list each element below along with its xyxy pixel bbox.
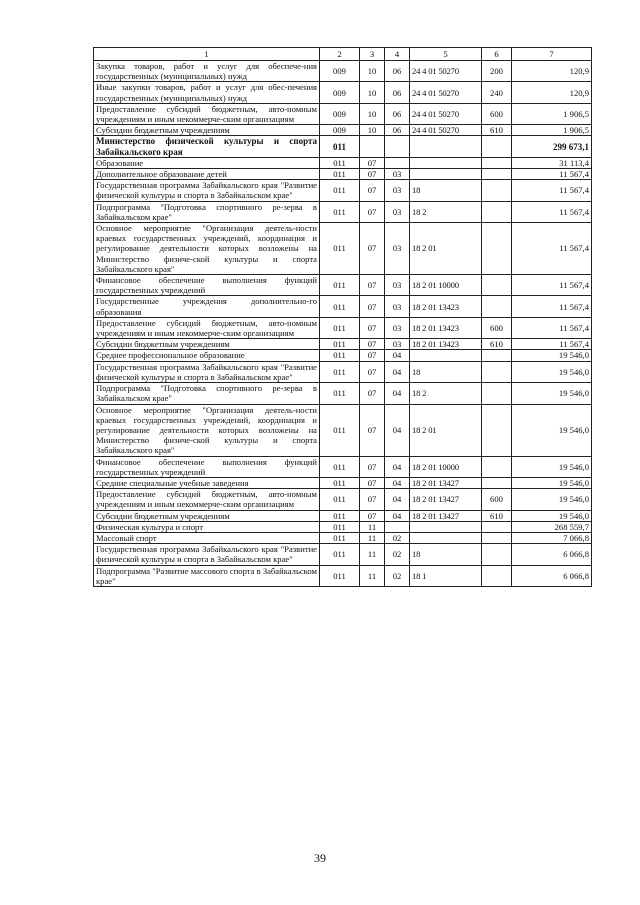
row-name-cell: Среднее профессиональное образование bbox=[94, 350, 320, 361]
table-row bbox=[94, 103, 592, 124]
row-amount-cell: 120,9 bbox=[512, 82, 592, 103]
page-number: 39 bbox=[314, 851, 326, 865]
row-section-cell: 10 bbox=[360, 61, 385, 82]
table-row bbox=[94, 477, 592, 488]
table-row bbox=[94, 544, 592, 565]
header-cell: 7 bbox=[512, 48, 592, 61]
row-subsection-cell: 04 bbox=[385, 404, 410, 456]
row-expense-type-cell bbox=[482, 456, 512, 477]
row-subsection-cell bbox=[385, 157, 410, 168]
row-ved-cell: 011 bbox=[320, 404, 360, 456]
row-target-article-cell: 18 2 01 13423 bbox=[410, 317, 482, 338]
table-row bbox=[94, 532, 592, 543]
row-amount-cell: 11 567,4 bbox=[512, 201, 592, 222]
row-subsection-cell: 02 bbox=[385, 532, 410, 543]
row-target-article-cell: 18 bbox=[410, 544, 482, 565]
row-amount-cell: 19 546,0 bbox=[512, 383, 592, 404]
row-section-cell: 11 bbox=[360, 532, 385, 543]
row-expense-type-cell bbox=[482, 169, 512, 180]
row-expense-type-cell bbox=[482, 532, 512, 543]
row-target-article-cell bbox=[410, 157, 482, 168]
row-subsection-cell bbox=[385, 136, 410, 157]
table-row bbox=[94, 361, 592, 382]
table-row bbox=[94, 456, 592, 477]
row-subsection-cell: 04 bbox=[385, 350, 410, 361]
row-ved-cell: 011 bbox=[320, 477, 360, 488]
row-ved-cell: 011 bbox=[320, 180, 360, 201]
row-section-cell: 11 bbox=[360, 521, 385, 532]
row-section-cell: 07 bbox=[360, 201, 385, 222]
row-expense-type-cell bbox=[482, 383, 512, 404]
table-row bbox=[94, 317, 592, 338]
row-expense-type-cell: 200 bbox=[482, 61, 512, 82]
table-row bbox=[94, 157, 592, 168]
table-row bbox=[94, 61, 592, 82]
row-subsection-cell: 04 bbox=[385, 489, 410, 510]
row-expense-type-cell bbox=[482, 275, 512, 296]
row-ved-cell: 011 bbox=[320, 510, 360, 521]
row-target-article-cell: 18 2 01 13427 bbox=[410, 489, 482, 510]
row-target-article-cell: 18 bbox=[410, 180, 482, 201]
row-section-cell: 07 bbox=[360, 157, 385, 168]
row-amount-cell: 6 066,8 bbox=[512, 565, 592, 586]
row-target-article-cell: 18 2 01 bbox=[410, 404, 482, 456]
row-target-article-cell: 24 4 01 50270 bbox=[410, 82, 482, 103]
row-subsection-cell: 03 bbox=[385, 317, 410, 338]
row-subsection-cell: 06 bbox=[385, 61, 410, 82]
row-name-cell: Средние специальные учебные заведения bbox=[94, 477, 320, 488]
table-row bbox=[94, 339, 592, 350]
row-amount-cell: 11 567,4 bbox=[512, 339, 592, 350]
row-amount-cell: 11 567,4 bbox=[512, 180, 592, 201]
row-subsection-cell: 04 bbox=[385, 456, 410, 477]
row-name-cell: Субсидии бюджетным учреждениям bbox=[94, 510, 320, 521]
row-name-cell: Предоставление субсидий бюджетным, авто-номным учреждениям и иным некоммерче-ским организациям bbox=[94, 489, 320, 510]
row-target-article-cell: 18 2 bbox=[410, 383, 482, 404]
row-section-cell: 07 bbox=[360, 404, 385, 456]
table-row bbox=[94, 510, 592, 521]
row-ved-cell: 011 bbox=[320, 565, 360, 586]
row-ved-cell: 011 bbox=[320, 521, 360, 532]
table-row bbox=[94, 82, 592, 103]
table-row bbox=[94, 521, 592, 532]
row-name-cell: Финансовое обеспечение выполнения функций государственных учреждений bbox=[94, 456, 320, 477]
row-subsection-cell: 06 bbox=[385, 103, 410, 124]
table-row bbox=[94, 275, 592, 296]
row-target-article-cell: 18 2 01 bbox=[410, 223, 482, 275]
row-name-cell: Государственная программа Забайкальского края "Развитие физической культуры и спорта в Забайкальском крае" bbox=[94, 544, 320, 565]
table-row bbox=[94, 489, 592, 510]
row-section-cell: 07 bbox=[360, 180, 385, 201]
row-name-cell: Подпрограмма "Подготовка спортивного ре-зерва в Забайкальском крае" bbox=[94, 383, 320, 404]
row-expense-type-cell bbox=[482, 350, 512, 361]
row-ved-cell: 011 bbox=[320, 361, 360, 382]
row-name-cell: Государственные учреждения дополнительно-го образования bbox=[94, 296, 320, 317]
row-subsection-cell: 04 bbox=[385, 510, 410, 521]
header-cell: 6 bbox=[482, 48, 512, 61]
row-ved-cell: 011 bbox=[320, 169, 360, 180]
table-row bbox=[94, 223, 592, 275]
row-ved-cell: 011 bbox=[320, 223, 360, 275]
row-section-cell bbox=[360, 136, 385, 157]
row-amount-cell: 19 546,0 bbox=[512, 489, 592, 510]
row-ved-cell: 011 bbox=[320, 136, 360, 157]
row-name-cell: Субсидии бюджетным учреждениям bbox=[94, 125, 320, 136]
row-target-article-cell bbox=[410, 521, 482, 532]
row-section-cell: 07 bbox=[360, 489, 385, 510]
row-name-cell: Массовый спорт bbox=[94, 532, 320, 543]
table-row bbox=[94, 136, 592, 157]
row-expense-type-cell bbox=[482, 223, 512, 275]
row-expense-type-cell: 600 bbox=[482, 489, 512, 510]
row-expense-type-cell: 610 bbox=[482, 510, 512, 521]
row-section-cell: 11 bbox=[360, 565, 385, 586]
table-row bbox=[94, 404, 592, 456]
row-amount-cell: 7 066,8 bbox=[512, 532, 592, 543]
row-amount-cell: 11 567,4 bbox=[512, 169, 592, 180]
row-name-cell: Государственная программа Забайкальского края "Развитие физической культуры и спорта в Забайкальском крае" bbox=[94, 180, 320, 201]
row-ved-cell: 011 bbox=[320, 296, 360, 317]
header-cell: 2 bbox=[320, 48, 360, 61]
row-section-cell: 07 bbox=[360, 350, 385, 361]
row-amount-cell: 120,9 bbox=[512, 61, 592, 82]
row-name-cell: Основное мероприятие "Организация деятель-ности краевых государственных учреждений, координация и регулирование деятельности которых возложены на Министерство физиче-ской культуры и спорта Забайкальского края" bbox=[94, 223, 320, 275]
row-name-cell: Иные закупки товаров, работ и услуг для обес-печения государственных (муниципальных) нужд bbox=[94, 82, 320, 103]
row-subsection-cell: 03 bbox=[385, 296, 410, 317]
row-amount-cell: 11 567,4 bbox=[512, 275, 592, 296]
row-section-cell: 07 bbox=[360, 510, 385, 521]
header-cell: 1 bbox=[94, 48, 320, 61]
row-target-article-cell: 18 2 01 13423 bbox=[410, 339, 482, 350]
header-cell: 5 bbox=[410, 48, 482, 61]
row-expense-type-cell bbox=[482, 361, 512, 382]
row-expense-type-cell: 610 bbox=[482, 339, 512, 350]
row-expense-type-cell: 600 bbox=[482, 103, 512, 124]
row-amount-cell: 19 546,0 bbox=[512, 404, 592, 456]
row-section-cell: 07 bbox=[360, 339, 385, 350]
table-row bbox=[94, 296, 592, 317]
row-section-cell: 07 bbox=[360, 317, 385, 338]
row-ved-cell: 011 bbox=[320, 456, 360, 477]
row-expense-type-cell bbox=[482, 136, 512, 157]
row-amount-cell: 6 066,8 bbox=[512, 544, 592, 565]
row-expense-type-cell: 610 bbox=[482, 125, 512, 136]
row-subsection-cell: 04 bbox=[385, 477, 410, 488]
table-row bbox=[94, 383, 592, 404]
row-section-cell: 07 bbox=[360, 223, 385, 275]
table-row bbox=[94, 169, 592, 180]
row-amount-cell: 31 113,4 bbox=[512, 157, 592, 168]
row-section-cell: 07 bbox=[360, 456, 385, 477]
row-section-cell: 07 bbox=[360, 169, 385, 180]
table-row bbox=[94, 565, 592, 586]
row-ved-cell: 011 bbox=[320, 350, 360, 361]
row-ved-cell: 011 bbox=[320, 157, 360, 168]
row-ved-cell: 011 bbox=[320, 383, 360, 404]
row-section-cell: 07 bbox=[360, 296, 385, 317]
row-section-cell: 10 bbox=[360, 82, 385, 103]
row-expense-type-cell: 240 bbox=[482, 82, 512, 103]
row-expense-type-cell bbox=[482, 201, 512, 222]
row-subsection-cell bbox=[385, 521, 410, 532]
row-target-article-cell: 18 2 bbox=[410, 201, 482, 222]
row-expense-type-cell: 600 bbox=[482, 317, 512, 338]
row-expense-type-cell bbox=[482, 544, 512, 565]
row-name-cell: Субсидии бюджетным учреждениям bbox=[94, 339, 320, 350]
row-ved-cell: 011 bbox=[320, 544, 360, 565]
row-name-cell: Закупка товаров, работ и услуг для обеспече-ния государственных (муниципальных) нужд bbox=[94, 61, 320, 82]
row-name-cell: Предоставление субсидий бюджетным, авто-номным учреждениям и иным некоммерче-ским организациям bbox=[94, 103, 320, 124]
row-expense-type-cell bbox=[482, 404, 512, 456]
row-target-article-cell bbox=[410, 169, 482, 180]
row-subsection-cell: 06 bbox=[385, 125, 410, 136]
row-amount-cell: 11 567,4 bbox=[512, 296, 592, 317]
header-cell: 4 bbox=[385, 48, 410, 61]
row-subsection-cell: 02 bbox=[385, 565, 410, 586]
row-ved-cell: 011 bbox=[320, 275, 360, 296]
row-expense-type-cell bbox=[482, 565, 512, 586]
row-section-cell: 11 bbox=[360, 544, 385, 565]
row-section-cell: 07 bbox=[360, 477, 385, 488]
row-expense-type-cell bbox=[482, 477, 512, 488]
row-section-cell: 07 bbox=[360, 383, 385, 404]
row-subsection-cell: 06 bbox=[385, 82, 410, 103]
row-name-cell: Подпрограмма "Развитие массового спорта в Забайкальском крае" bbox=[94, 565, 320, 586]
table-header-row bbox=[94, 48, 592, 61]
row-ved-cell: 011 bbox=[320, 339, 360, 350]
row-target-article-cell: 18 2 01 13423 bbox=[410, 296, 482, 317]
row-expense-type-cell bbox=[482, 157, 512, 168]
row-target-article-cell bbox=[410, 136, 482, 157]
row-amount-cell: 268 559,7 bbox=[512, 521, 592, 532]
row-target-article-cell bbox=[410, 532, 482, 543]
row-ved-cell: 011 bbox=[320, 532, 360, 543]
row-amount-cell: 11 567,4 bbox=[512, 317, 592, 338]
row-ved-cell: 009 bbox=[320, 61, 360, 82]
row-target-article-cell: 18 2 01 10000 bbox=[410, 275, 482, 296]
row-name-cell: Основное мероприятие "Организация деятель-ности краевых государственных учреждений, координация и регулирование деятельности которых возложены на Министерство физиче-ской культуры и спорта Забайкальского края" bbox=[94, 404, 320, 456]
header-cell: 3 bbox=[360, 48, 385, 61]
row-ved-cell: 009 bbox=[320, 103, 360, 124]
row-subsection-cell: 03 bbox=[385, 169, 410, 180]
row-amount-cell: 1 906,5 bbox=[512, 125, 592, 136]
row-target-article-cell: 18 2 01 10000 bbox=[410, 456, 482, 477]
budget-table bbox=[93, 47, 592, 587]
table-row bbox=[94, 350, 592, 361]
row-name-cell: Подпрограмма "Подготовка спортивного ре-зерва в Забайкальском крае" bbox=[94, 201, 320, 222]
row-subsection-cell: 03 bbox=[385, 275, 410, 296]
row-target-article-cell: 18 1 bbox=[410, 565, 482, 586]
row-name-cell: Образование bbox=[94, 157, 320, 168]
row-target-article-cell: 18 bbox=[410, 361, 482, 382]
row-name-cell: Министерство физической культуры и спорта Забайкальского края bbox=[94, 136, 320, 157]
row-expense-type-cell bbox=[482, 180, 512, 201]
table-row bbox=[94, 201, 592, 222]
row-target-article-cell: 24 4 01 50270 bbox=[410, 125, 482, 136]
row-expense-type-cell bbox=[482, 296, 512, 317]
row-ved-cell: 009 bbox=[320, 125, 360, 136]
row-target-article-cell bbox=[410, 350, 482, 361]
row-ved-cell: 011 bbox=[320, 317, 360, 338]
row-amount-cell: 19 546,0 bbox=[512, 350, 592, 361]
row-name-cell: Предоставление субсидий бюджетным, авто-номным учреждениям и иным некоммерче-ским организациям bbox=[94, 317, 320, 338]
row-ved-cell: 009 bbox=[320, 82, 360, 103]
row-section-cell: 07 bbox=[360, 275, 385, 296]
row-section-cell: 07 bbox=[360, 361, 385, 382]
row-name-cell: Финансовое обеспечение выполнения функций государственных учреждений bbox=[94, 275, 320, 296]
row-section-cell: 10 bbox=[360, 103, 385, 124]
row-name-cell: Государственная программа Забайкальского края "Развитие физической культуры и спорта в Забайкальском крае" bbox=[94, 361, 320, 382]
row-subsection-cell: 03 bbox=[385, 201, 410, 222]
row-amount-cell: 19 546,0 bbox=[512, 361, 592, 382]
row-subsection-cell: 03 bbox=[385, 180, 410, 201]
row-amount-cell: 299 673,1 bbox=[512, 136, 592, 157]
row-subsection-cell: 04 bbox=[385, 361, 410, 382]
row-expense-type-cell bbox=[482, 521, 512, 532]
row-target-article-cell: 24 4 01 50270 bbox=[410, 103, 482, 124]
row-amount-cell: 11 567,4 bbox=[512, 223, 592, 275]
row-amount-cell: 19 546,0 bbox=[512, 510, 592, 521]
row-target-article-cell: 24 4 01 50270 bbox=[410, 61, 482, 82]
row-target-article-cell: 18 2 01 13427 bbox=[410, 477, 482, 488]
row-ved-cell: 011 bbox=[320, 489, 360, 510]
row-amount-cell: 19 546,0 bbox=[512, 477, 592, 488]
row-target-article-cell: 18 2 01 13427 bbox=[410, 510, 482, 521]
row-section-cell: 10 bbox=[360, 125, 385, 136]
row-amount-cell: 1 906,5 bbox=[512, 103, 592, 124]
row-subsection-cell: 03 bbox=[385, 339, 410, 350]
row-name-cell: Физическая культура и спорт bbox=[94, 521, 320, 532]
row-subsection-cell: 04 bbox=[385, 383, 410, 404]
row-subsection-cell: 02 bbox=[385, 544, 410, 565]
table-row bbox=[94, 125, 592, 136]
row-amount-cell: 19 546,0 bbox=[512, 456, 592, 477]
row-subsection-cell: 03 bbox=[385, 223, 410, 275]
table-row bbox=[94, 180, 592, 201]
row-ved-cell: 011 bbox=[320, 201, 360, 222]
row-name-cell: Дополнительное образование детей bbox=[94, 169, 320, 180]
